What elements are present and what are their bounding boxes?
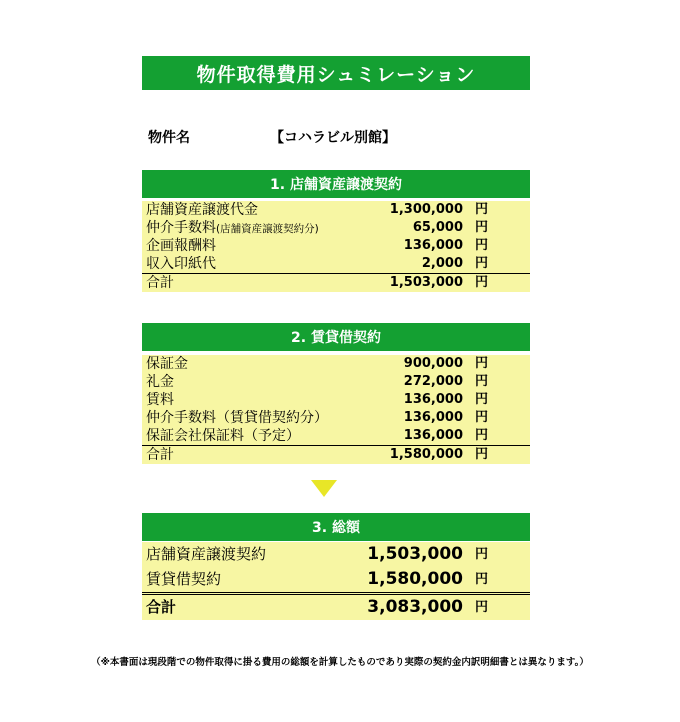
- row-label: 保証会社保証料（予定）: [146, 428, 300, 444]
- down-arrow-icon: [311, 480, 337, 497]
- total-row: [142, 273, 530, 292]
- row-label: 礼金: [146, 374, 174, 390]
- total-amount: 1,580,000: [389, 447, 463, 462]
- row-note: (店舗資産譲渡契約分): [216, 223, 319, 235]
- row-unit: 円: [475, 410, 489, 425]
- total-label: 合計: [146, 447, 174, 463]
- row-label: 企画報酬料: [146, 238, 216, 254]
- section1-table: [142, 201, 530, 292]
- row-unit: 円: [475, 356, 489, 371]
- total-label: 合計: [146, 275, 174, 291]
- row-amount: 900,000: [403, 356, 463, 371]
- row-amount: 2,000: [421, 256, 463, 271]
- row-amount: 1,300,000: [389, 202, 463, 217]
- property-name-value: 【コハラビル別館】: [270, 130, 396, 146]
- row-unit: 円: [475, 374, 489, 389]
- total-unit: 円: [475, 600, 489, 615]
- row-unit: 円: [475, 220, 489, 235]
- row-unit: 円: [475, 202, 489, 217]
- row-unit: 円: [475, 572, 489, 587]
- total-amount: 3,083,000: [367, 597, 463, 617]
- row-unit: 円: [475, 256, 489, 271]
- row-label: 仲介手数料（賃貸借契約分）: [146, 410, 328, 426]
- row-label: 賃料: [146, 392, 174, 408]
- row-label: 仲介手数料: [146, 220, 216, 236]
- property-name-label: 物件名: [148, 130, 190, 146]
- row-label: 保証金: [146, 356, 188, 372]
- row-label: 収入印紙代: [146, 256, 216, 272]
- row-label: 店舗資産譲渡代金: [146, 202, 258, 218]
- row-amount: 136,000: [403, 392, 463, 407]
- table-row: [142, 409, 530, 427]
- table-row: [142, 355, 530, 373]
- table-row: [142, 237, 530, 255]
- row-unit: 円: [475, 428, 489, 443]
- row-unit: 円: [475, 238, 489, 253]
- section3-header: 3. 総額: [142, 513, 530, 541]
- section1-header: 1. 店舗資産譲渡契約: [142, 170, 530, 198]
- total-unit: 円: [475, 275, 489, 290]
- table-row: [142, 567, 530, 592]
- table-row: [142, 219, 530, 237]
- row-label: 店舗資産譲渡契約: [146, 545, 267, 563]
- section3-table: [142, 542, 530, 620]
- total-amount: 1,503,000: [389, 275, 463, 290]
- total-row: [142, 592, 530, 620]
- page-title: 物件取得費用シュミレーション: [142, 56, 530, 90]
- row-amount: 272,000: [403, 374, 463, 389]
- row-amount: 1,503,000: [367, 544, 463, 564]
- table-row: [142, 427, 530, 445]
- row-label: 賃貸借契約: [146, 570, 222, 588]
- table-row: [142, 255, 530, 273]
- row-unit: 円: [475, 392, 489, 407]
- total-label: 合計: [146, 598, 177, 616]
- table-row: [142, 201, 530, 219]
- table-row: [142, 391, 530, 409]
- row-amount: 136,000: [403, 428, 463, 443]
- section2-table: [142, 355, 530, 464]
- row-amount: 1,580,000: [367, 569, 463, 589]
- section2-header: 2. 賃貸借契約: [142, 323, 530, 351]
- row-amount: 65,000: [412, 220, 463, 235]
- total-row: [142, 445, 530, 464]
- row-amount: 136,000: [403, 238, 463, 253]
- total-unit: 円: [475, 447, 489, 462]
- table-row: [142, 373, 530, 391]
- row-amount: 136,000: [403, 410, 463, 425]
- table-row: [142, 542, 530, 567]
- row-unit: 円: [475, 547, 489, 562]
- footnote: （※本書面は現段階での物件取得に掛る費用の総額を計算したものであり実際の契約金内訳明細書とは異なります。）: [91, 657, 589, 668]
